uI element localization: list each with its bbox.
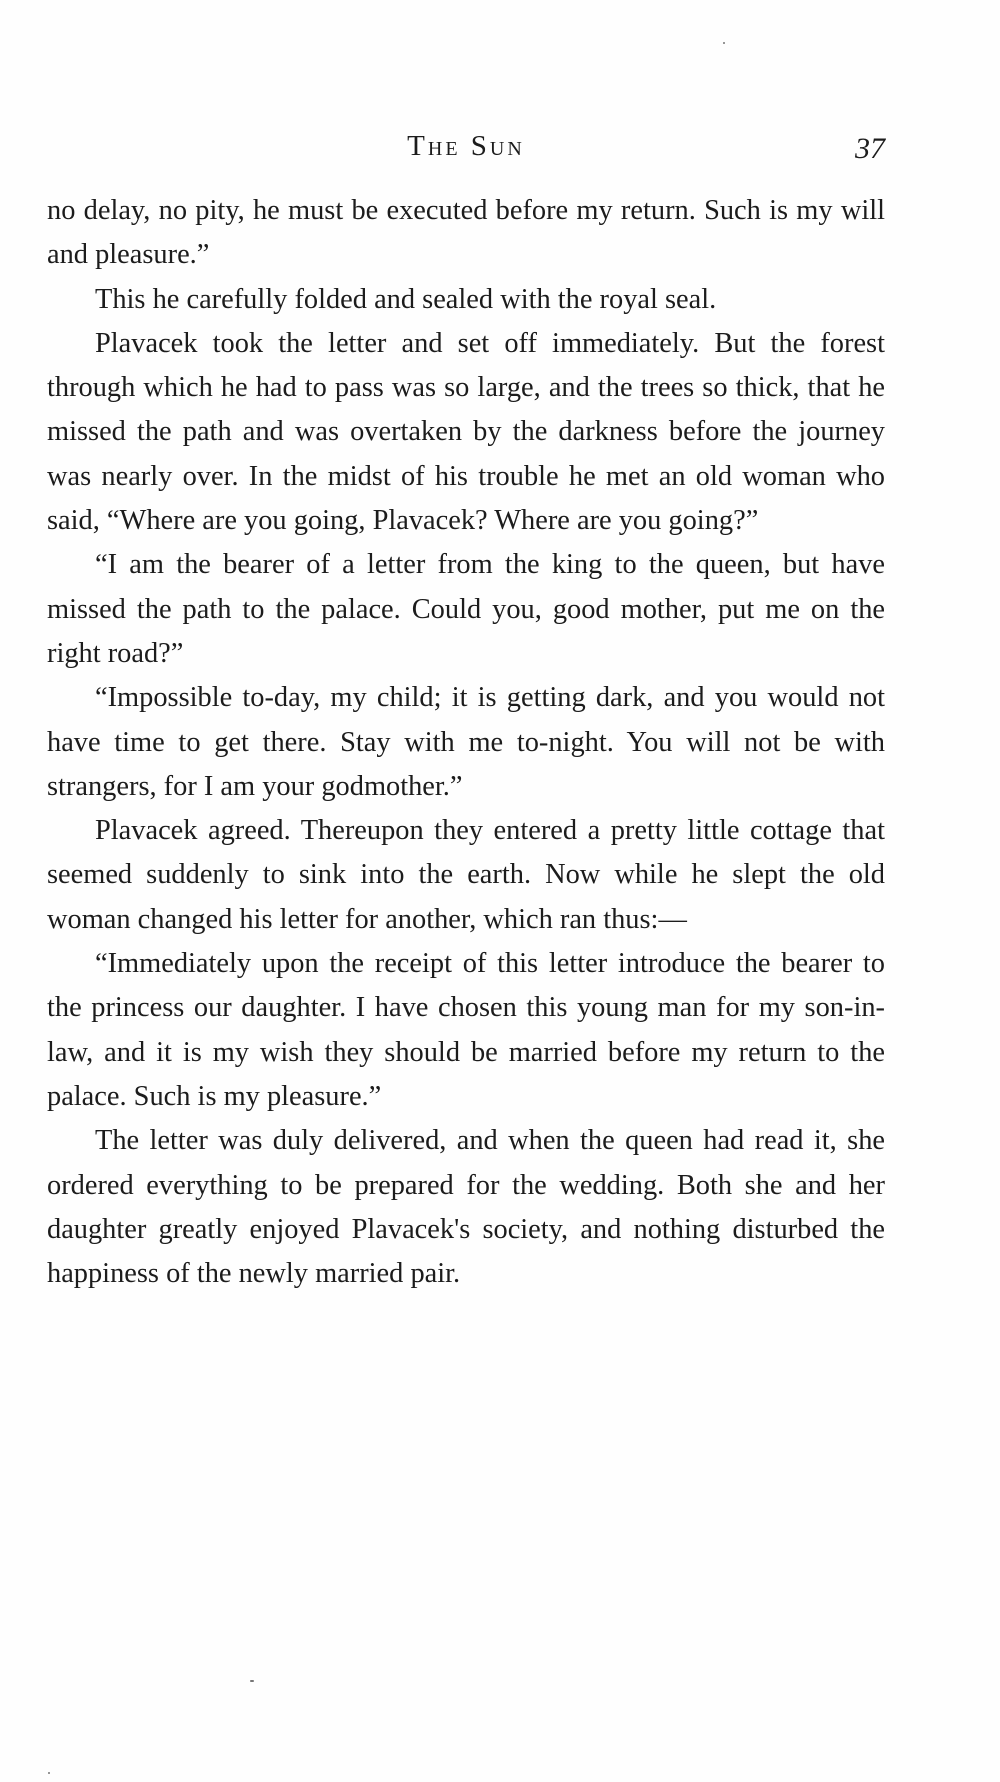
paper-speck	[723, 42, 725, 44]
paragraph: Plavacek took the letter and set off immediately. But the forest through which he had to pass was so large, and the trees so thick, that he missed the path and was overtaken by the darkness before the journey was nearly over. In the midst of his trouble he met an old woman who said, “Where are you going, Plavacek? Where are you going?”	[47, 327, 885, 537]
paper-speck	[250, 1680, 254, 1682]
body-text	[47, 189, 885, 1296]
paragraph-continuation: no delay, no pity, he must be executed before my return. Such is my will and pleasure.”	[47, 195, 885, 271]
running-title: The Sun	[407, 130, 525, 162]
paragraph: The letter was duly delivered, and when the queen had read it, she ordered everything to be prepared for the wedding. Both she and her daughter greatly enjoyed Plavacek's society, and nothing disturbed the happiness of the newly married pair.	[47, 1125, 885, 1290]
paragraph: This he carefully folded and sealed with the royal seal.	[95, 283, 717, 315]
paragraph: “Immediately upon the receipt of this letter introduce the bearer to the princess our daughter. I have chosen this young man for my son-in-law, and it is my wish they should be married before my return to the palace. Such is my pleasure.”	[47, 948, 885, 1112]
paper-speck	[48, 1772, 50, 1774]
paragraph: Plavacek agreed. Thereupon they entered a pretty little cottage that seemed suddenly to sink into the earth. Now while he slept the old woman changed his letter for another, which ran thus:—	[47, 815, 885, 935]
paragraph: “I am the bearer of a letter from the king to the queen, but have missed the path to the palace. Could you, good mother, put me on the right road?”	[47, 549, 885, 669]
page-number: 37	[855, 132, 885, 165]
running-head	[47, 130, 885, 174]
paragraph: “Impossible to-day, my child; it is getting dark, and you would not have time to get there. Stay with me to-night. You will not be with strangers, for I am your godmother.”	[47, 682, 885, 802]
